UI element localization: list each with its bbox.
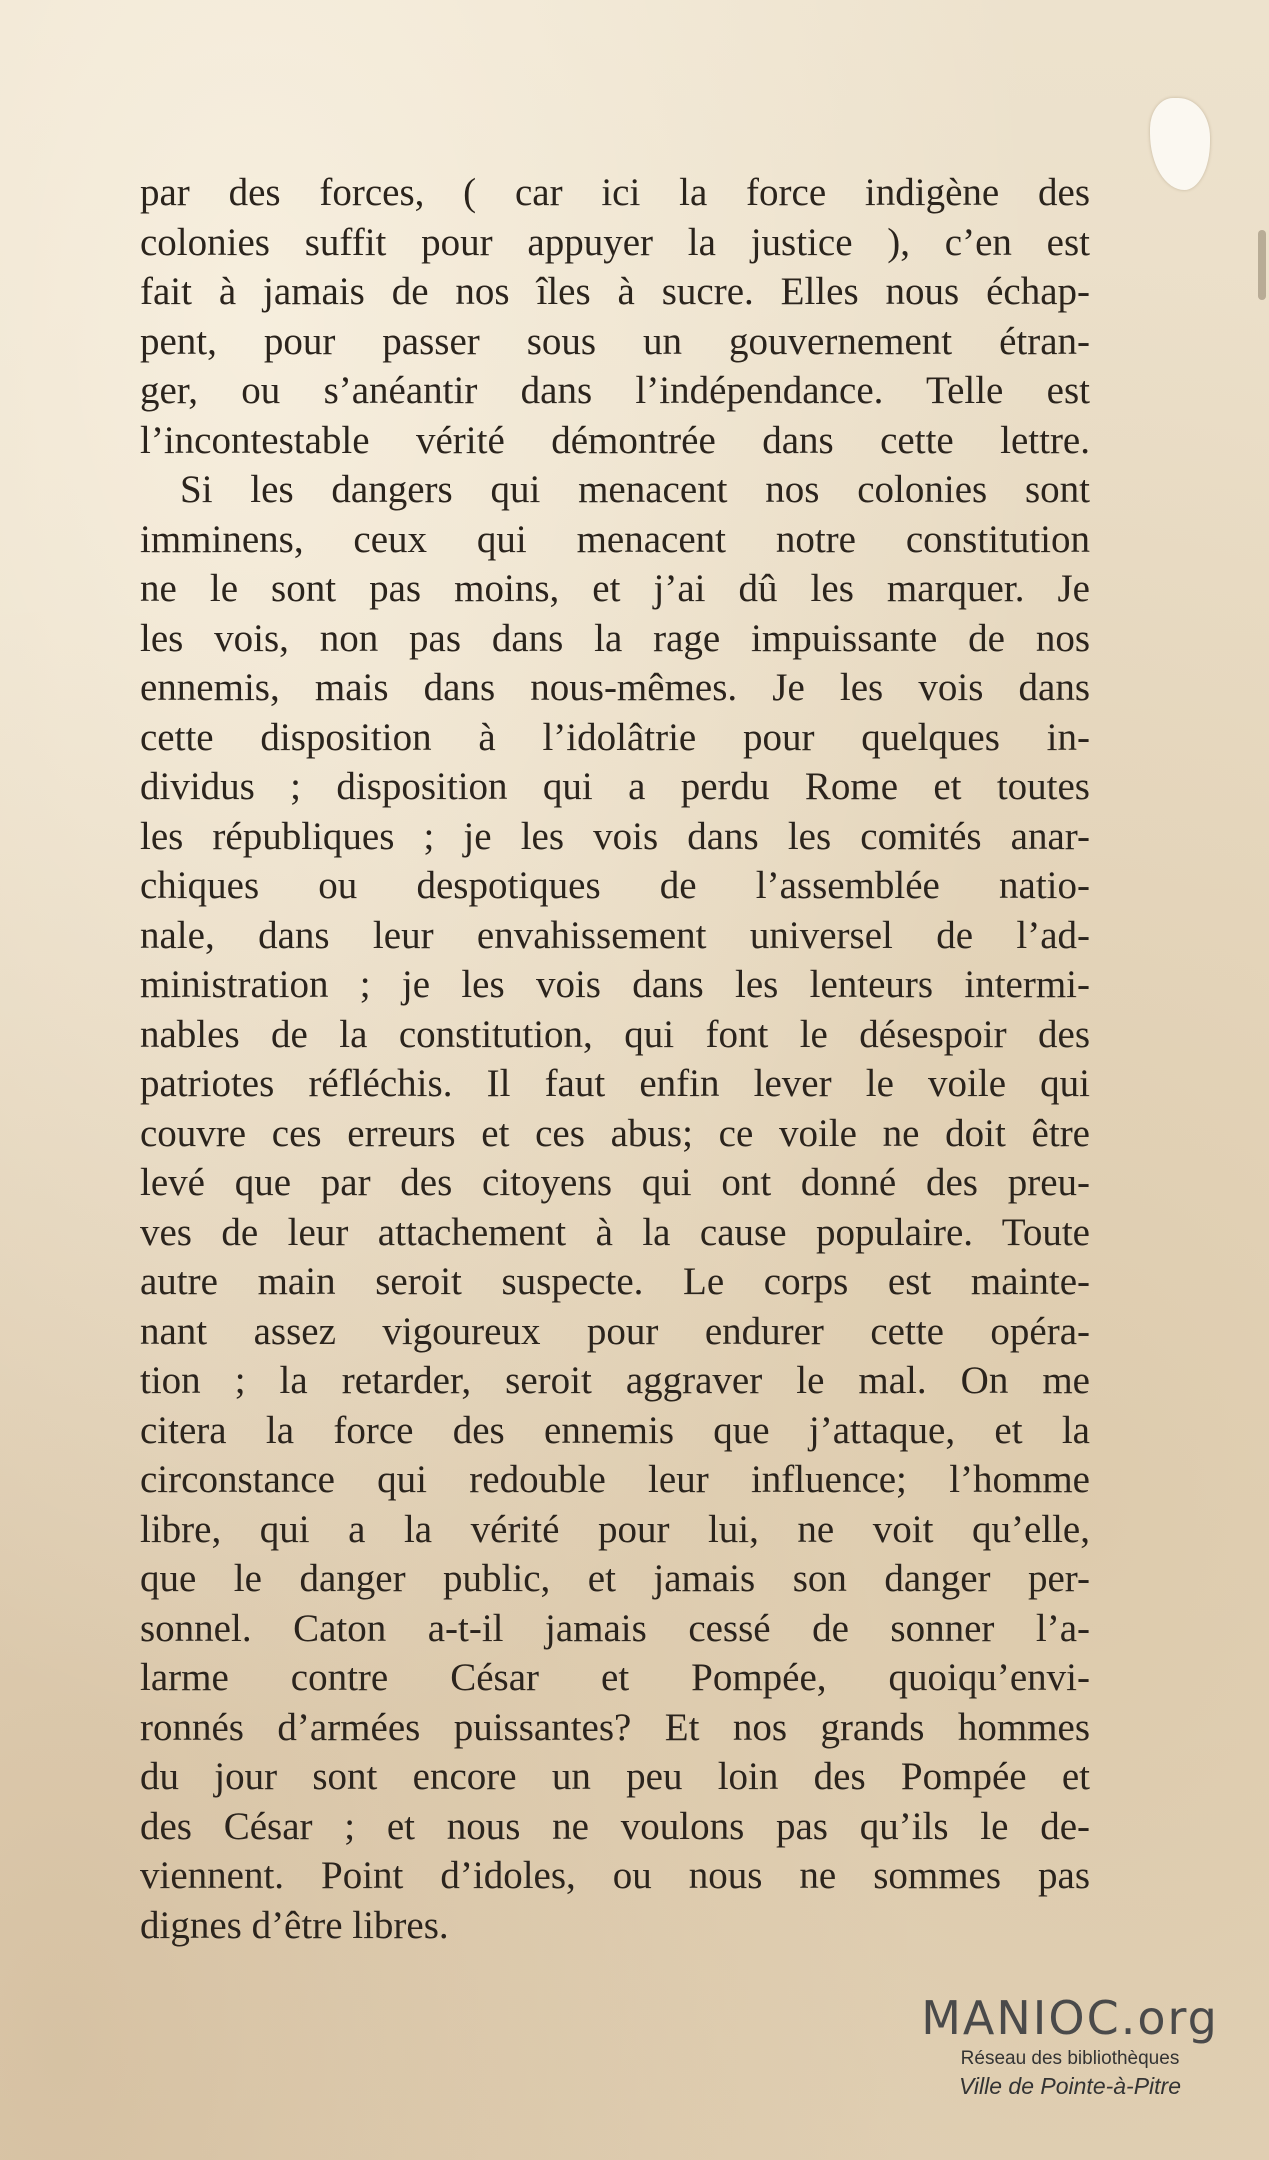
body-text xyxy=(140,168,1090,1950)
text-line: dignes d’être libres. xyxy=(140,1903,449,1947)
text-line: colonies suffit pour appuyer la justice ), c’en est xyxy=(140,220,1090,264)
text-line: l’incontestable vérité démontrée dans cette lettre. xyxy=(140,418,1090,462)
text-line: nant assez vigoureux pour endurer cette opéra- xyxy=(140,1309,1090,1353)
text-line: viennent. Point d’idoles, ou nous ne sommes pas xyxy=(140,1854,1090,1897)
text-line: Si les dangers qui menacent nos colonies sont xyxy=(180,468,1090,511)
text-line: chiques ou despotiques de l’assemblée natio- xyxy=(140,864,1090,907)
manioc-logo: MANIOC.org xyxy=(921,1991,1219,2045)
text-line: nale, dans leur envahissement universel de l’ad- xyxy=(140,913,1090,957)
text-line: imminens, ceux qui menacent notre constitution xyxy=(140,517,1090,561)
text-line: ves de leur attachement à la cause populaire. Toute xyxy=(140,1210,1090,1254)
text-line: tion ; la retarder, seroit aggraver le mal. On me xyxy=(140,1359,1090,1402)
text-line: patriotes réfléchis. Il faut enfin lever le voile qui xyxy=(140,1062,1090,1105)
text-line: pent, pour passer sous un gouvernement étran- xyxy=(140,319,1090,363)
text-line: sonnel. Caton a-t-il jamais cessé de sonner l’a- xyxy=(140,1606,1090,1650)
text-line: nables de la constitution, qui font le désespoir des xyxy=(140,1012,1090,1056)
text-line: ronnés d’armées puissantes? Et nos grands hommes xyxy=(140,1705,1090,1749)
text-line: autre main seroit suspecte. Le corps est mainte- xyxy=(140,1260,1090,1303)
text-line: du jour sont encore un peu loin des Pompée et xyxy=(140,1755,1090,1798)
text-line: ministration ; je les vois dans les lenteurs intermi- xyxy=(140,963,1090,1006)
text-line: ne le sont pas moins, et j’ai dû les marquer. Je xyxy=(140,567,1090,610)
text-line: citera la force des ennemis que j’attaque, et la xyxy=(140,1408,1090,1452)
text-line: couvre ces erreurs et ces abus; ce voile ne doit être xyxy=(140,1111,1090,1155)
text-line: ennemis, mais dans nous-mêmes. Je les vois dans xyxy=(140,666,1090,709)
manioc-watermark xyxy=(880,1990,1260,2100)
text-line: que le danger public, et jamais son danger per- xyxy=(140,1557,1090,1600)
page-edge-mark xyxy=(1258,230,1266,300)
text-line: les républiques ; je les vois dans les comités anar- xyxy=(140,814,1090,858)
text-line: libre, qui a la vérité pour lui, ne voit qu’elle, xyxy=(140,1507,1090,1551)
text-line: par des forces, ( car ici la force indigène des xyxy=(140,171,1090,214)
paragraph-1 xyxy=(140,168,1090,465)
text-line: levé que par des citoyens qui ont donné des preu- xyxy=(140,1161,1090,1204)
text-line: fait à jamais de nos îles à sucre. Elles nous échap- xyxy=(140,270,1090,313)
text-line: les vois, non pas dans la rage impuissante de nos xyxy=(140,616,1090,660)
text-line: dividus ; disposition qui a perdu Rome et toutes xyxy=(140,765,1090,808)
text-line: circonstance qui redouble leur influence; l’homme xyxy=(140,1458,1090,1501)
text-line: cette disposition à l’idolâtrie pour quelques in- xyxy=(140,715,1090,759)
text-line: ger, ou s’anéantir dans l’indépendance. Telle est xyxy=(140,369,1090,412)
watermark-network: Réseau des bibliothèques xyxy=(960,2048,1180,2069)
text-line: larme contre César et Pompée, quoiqu’envi- xyxy=(140,1656,1090,1699)
paper-tear xyxy=(1150,98,1210,190)
watermark-city: Ville de Pointe-à-Pitre xyxy=(958,2073,1182,2099)
text-line: des César ; et nous ne voulons pas qu’ils le de- xyxy=(140,1804,1090,1848)
paragraph-2 xyxy=(140,465,1090,1950)
